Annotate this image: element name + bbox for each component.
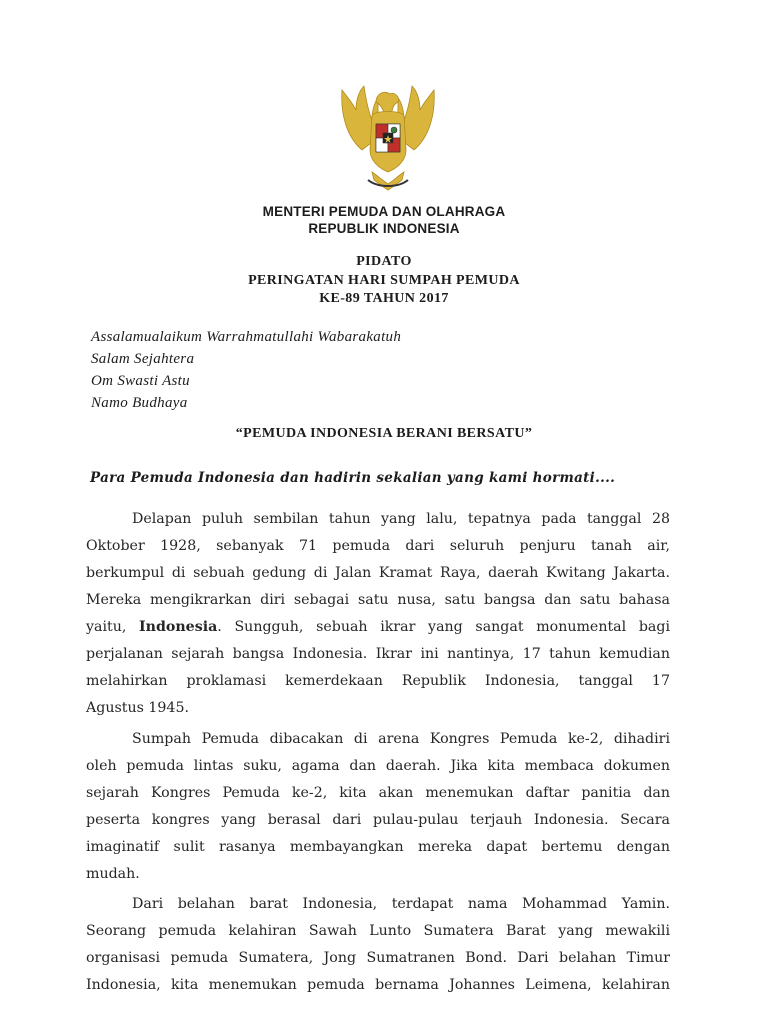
greetings-block [91, 326, 401, 414]
paragraph-line: Dari belahan barat Indonesia, terdapat nama Mohammad Yamin. [132, 896, 670, 912]
paragraph-line: Mereka mengikrarkan diri sebagai satu nusa, satu bangsa dan satu bahasa [86, 592, 670, 608]
greeting-line: Salam Sejahtera [91, 351, 195, 367]
paragraph-line: berkumpul di sebuah gedung di Jalan Kramat Raya, daerah Kwitang Jakarta. [86, 565, 670, 581]
line-text: yaitu, [86, 619, 140, 635]
greeting-line: Namo Budhaya [91, 395, 188, 411]
paragraph-line: sejarah Kongres Pemuda ke-2, kita akan menemukan daftar panitia dan [86, 785, 670, 801]
speech-theme: “PEMUDA INDONESIA BERANI BERSATU” [235, 426, 533, 441]
ministry-line-1: MENTERI PEMUDA DAN OLAHRAGA [262, 204, 506, 219]
paragraph-line: melahirkan proklamasi kemerdekaan Republik Indonesia, tanggal 17 [86, 673, 670, 689]
greeting-line: Assalamualaikum Warrahmatullahi Wabarakatuh [91, 329, 402, 345]
speech-title-line-1: PIDATO [356, 254, 412, 269]
paragraph-line: perjalanan sejarah bangsa Indonesia. Ikrar ini nantinya, 17 tahun kemudian [86, 646, 670, 662]
salutation: Para Pemuda Indonesia dan hadirin sekalian yang kami hormati.... [90, 470, 616, 486]
paragraph-line: Agustus 1945. [86, 700, 189, 716]
speech-title-line-2: PERINGATAN HARI SUMPAH PEMUDA [248, 273, 520, 288]
paragraph-line: peserta kongres yang berasal dari pulau-pulau terjauh Indonesia. Secara [86, 812, 670, 828]
emphasized-text: Indonesia [139, 619, 218, 635]
paragraph-line: imaginatif sulit rasanya membayangkan mereka dapat bertemu dengan [86, 839, 670, 855]
paragraph-line: Oktober 1928, sebanyak 71 pemuda dari seluruh penjuru tanah air, [86, 538, 670, 554]
paragraph-line: organisasi pemuda Sumatera, Jong Sumatranen Bond. Dari belahan Timur [86, 950, 670, 966]
paragraph-line: Seorang pemuda kelahiran Sawah Lunto Sumatera Barat yang mewakili [86, 923, 670, 939]
line-text: . Sungguh, sebuah ikrar yang sangat monumental bagi [217, 619, 670, 635]
garuda-emblem-icon [332, 80, 444, 196]
paragraph-line: Sumpah Pemuda dibacakan di arena Kongres Pemuda ke-2, dihadiri [132, 731, 670, 747]
ministry-line-2: REPUBLIK INDONESIA [308, 221, 460, 236]
paragraph-line: Indonesia, kita menemukan pemuda bernama Johannes Leimena, kelahiran [86, 977, 670, 993]
paragraph-line: Delapan puluh sembilan tahun yang lalu, tepatnya pada tanggal 28 [132, 511, 670, 527]
greeting-line: Om Swasti Astu [91, 373, 190, 389]
paragraph-line [86, 619, 670, 643]
paragraph-line: mudah. [86, 866, 140, 882]
paragraph-line: oleh pemuda lintas suku, agama dan daerah. Jika kita membaca dokumen [86, 758, 670, 774]
speech-title-line-3: KE-89 TAHUN 2017 [319, 291, 449, 306]
